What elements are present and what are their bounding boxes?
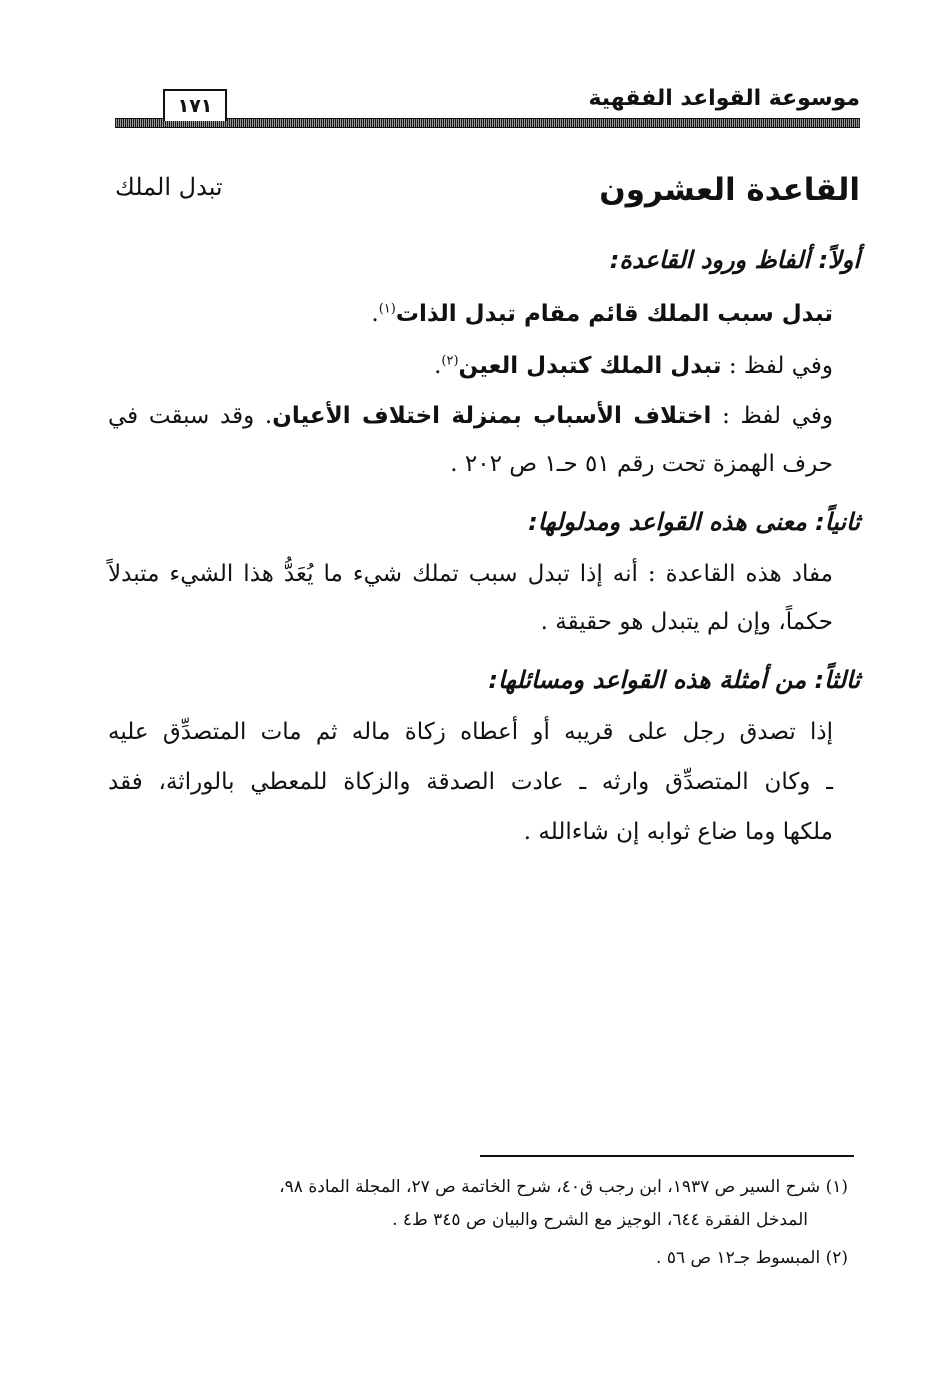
- section-heading-examples: ثالثاً: من أمثلة هذه القواعد ومسائلها:: [488, 666, 860, 694]
- wording-1-text: تبدل سبب الملك قائم مقام تبدل الذات: [395, 301, 833, 327]
- meaning-line-1: مفاد هذه القاعدة : أنه إذا تبدل سبب تملك شيء ما يُعَدُّ هذا الشيء متبدلاً: [108, 561, 833, 587]
- section-heading-wording: أولاً: ألفاظ ورود القاعدة:: [609, 246, 860, 274]
- footnote-separator: [480, 1155, 854, 1157]
- wording-line-1: [371, 294, 833, 334]
- wording-line-4: حرف الهمزة تحت رقم ٥١ حـ١ ص ٢٠٢ .: [450, 451, 833, 477]
- wording-2-text: تبدل الملك كتبدل العين: [458, 353, 722, 379]
- rule-name: تبدل الملك: [115, 173, 223, 201]
- wording-2-prefix: وفي لفظ :: [721, 353, 833, 379]
- footnote-1-line-2: المدخل الفقرة ٦٤٤، الوجيز مع الشرح والبيان ص ٣٤٥ ط٤ .: [392, 1210, 808, 1230]
- wording-3-text: اختلاف الأسباب بمنزلة اختلاف الأعيان: [272, 403, 712, 429]
- footnote-ref-2: (٢): [441, 353, 459, 369]
- wording-3-prefix: وفي لفظ :: [711, 403, 833, 429]
- wording-2-end: .: [434, 353, 442, 379]
- examples-line-1: إذا تصدق رجل على قريبه أو أعطاه زكاة ماله ثم مات المتصدِّق عليه: [108, 719, 833, 745]
- footnote-1-line-1: (١) شرح السير ص ١٩٣٧، ابن رجب ق٤٠، شرح الخاتمة ص ٢٧، المجلة المادة ٩٨،: [279, 1177, 848, 1197]
- wording-line-3: [108, 396, 833, 436]
- wording-1-end: .: [371, 301, 379, 327]
- meaning-line-2: حكماً، وإن لم يتبدل هو حقيقة .: [540, 609, 833, 635]
- wording-line-2: [434, 346, 833, 386]
- wording-3-suffix: . وقد سبقت في: [108, 403, 273, 429]
- page-number: ١٧١: [163, 89, 227, 121]
- footnote-ref-1: (١): [378, 301, 396, 317]
- section-heading-meaning: ثانياً: معنى هذه القواعد ومدلولها:: [528, 508, 860, 536]
- rule-title: القاعدة العشرون: [599, 172, 860, 208]
- examples-line-3: ملكها وما ضاع ثوابه إن شاءالله .: [523, 819, 833, 845]
- footnote-2: (٢) المبسوط جـ١٢ ص ٥٦ .: [656, 1248, 848, 1268]
- running-header: [115, 82, 860, 130]
- running-title: موسوعة القواعد الفقهية: [588, 86, 860, 111]
- examples-line-2: ـ وكان المتصدِّق وارثه ـ عادت الصدقة والزكاة للمعطي بالوراثة، فقد: [108, 769, 833, 795]
